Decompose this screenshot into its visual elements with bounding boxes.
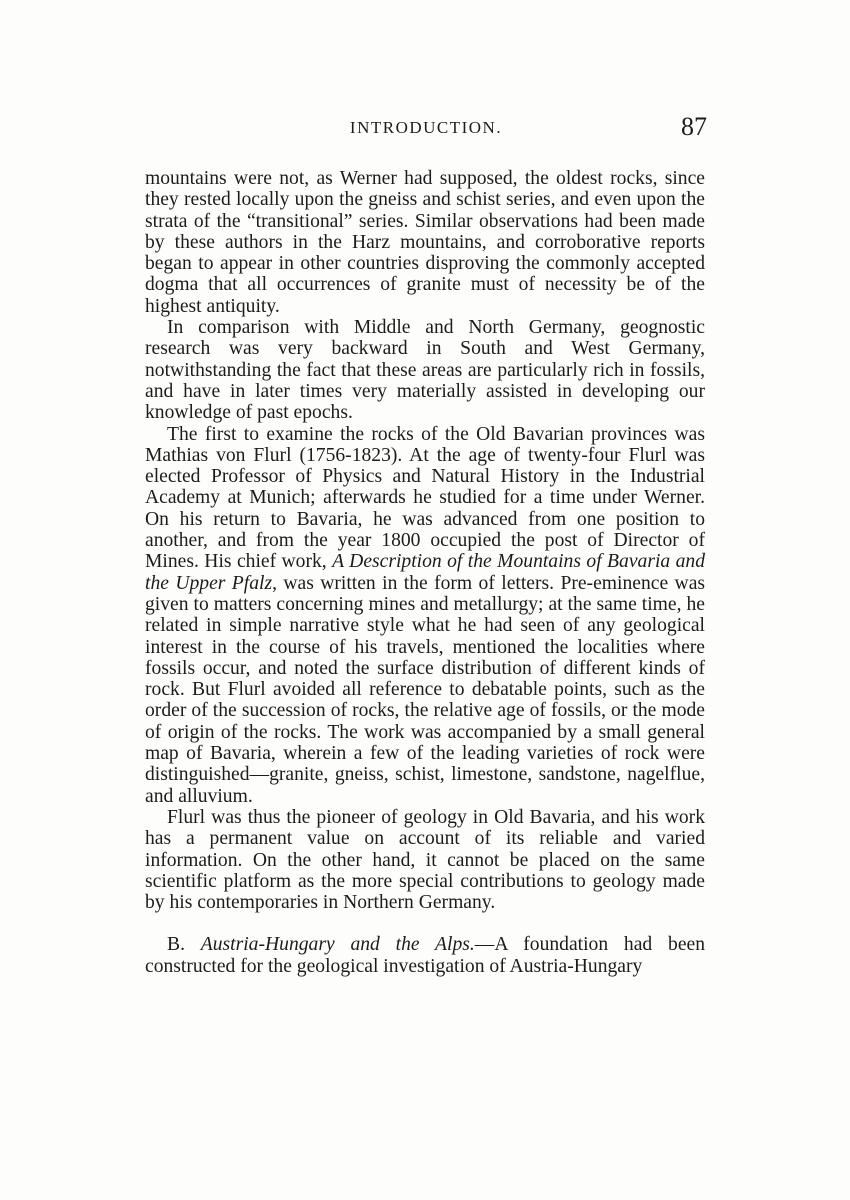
paragraph-south-west-germany: In comparison with Middle and North Germany, geognostic research was very backward in South and West Germany, notwithstanding the fact that these areas are particularly rich in fossils, and have in later times very materially assisted in developing our knowledge of past epochs. xyxy=(145,317,705,424)
body-text xyxy=(145,168,705,977)
page-number: 87 xyxy=(681,112,707,141)
work-title: A Description of the Mountains of Bavaria and the Upper Pfalz xyxy=(145,551,706,594)
paragraph-flurl-text-2: , was written in the form of letters. Pre-eminence was given to matters concerning mines and metallurgy; at the same time, he related in simple narrative style what he had seen of any geological interest in the course of his travels, mentioned the localities where fossils occur, and noted the surface distribution of different kinds of rock. But Flurl avoided all reference to debatable points, such as the order of the succession of rocks, the relative age of fossils, or the mode of origin of the rocks. The work was accompanied by a small general map of Bavaria, wherein a few of the leading varieties of rock were distinguished—granite, gneiss, schist, limestone, sandstone, nagelflue, and alluvium. xyxy=(145,572,706,807)
running-head: INTRODUCTION. xyxy=(349,118,503,137)
section-label: B. xyxy=(167,934,185,956)
paragraph-continued: mountains were not, as Werner had supposed, the oldest rocks, since they rested locally upon the gneiss and schist series, and even upon the strata of the “transitional” series. Similar observations had been made by these authors in the Harz mountains, and corroborative reports began to appear in other countries disproving the commonly accepted dogma that all occurrences of granite must of necessity be of the highest antiquity. xyxy=(145,168,705,317)
paragraph-flurl-text-1: The first to examine the rocks of the Old Bavarian provinces was Mathias von Flurl (1756-1823). At the age of twenty-four Flurl was elected Professor of Physics and Natural History in the Industrial Academy at Munich; afterwards he studied for a time under Werner. On his return to Bavaria, he was advanced from one position to another, and from the year 1800 occupied the post of Director of Mines. His chief work, xyxy=(145,423,705,573)
page-header xyxy=(145,112,707,152)
paragraph-flurl xyxy=(145,424,705,807)
section-heading-paragraph xyxy=(145,934,705,977)
paragraph-flurl-pioneer: Flurl was thus the pioneer of geology in Old Bavaria, and his work has a permanent value on account of its reliable and varied information. On the other hand, it cannot be placed on the same scientific platform as the more special contributions to geology made by his contemporaries in Northern Germany. xyxy=(145,806,705,914)
section-title: Austria-Hungary and the Alps. xyxy=(200,934,475,956)
section-text: —A foundation had been constructed for the geological investigation of Austria-Hungary xyxy=(145,934,706,977)
